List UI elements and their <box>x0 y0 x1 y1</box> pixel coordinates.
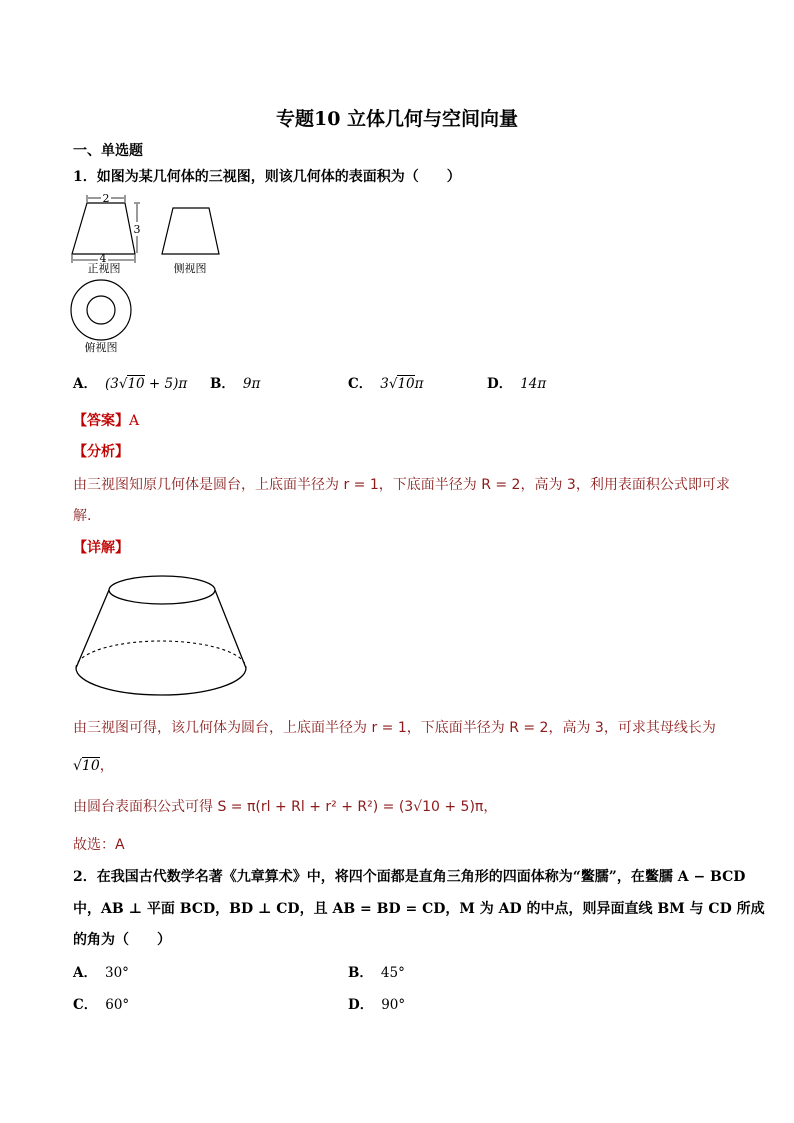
side-view-label: 侧视图 <box>173 262 207 275</box>
q1-detail-line-3: 由圆台表面积公式可得 S = π(rl + Rl + r² + R²) = (3√10 + 5)π， <box>73 799 498 815</box>
q1-answer: 【答案】A <box>73 413 140 429</box>
dim-bottom-label: 4 <box>99 252 107 265</box>
top-view-label: 俯视图 <box>84 341 118 354</box>
front-view <box>72 192 141 275</box>
question-2-stem-line-2: 中，AB ⊥ 平面 BCD，BD ⊥ CD，且 AB = BD = CD，M 为 AD 的中点，则异面直线 BM 与 CD 所成 <box>73 901 765 917</box>
dim-top-label: 2 <box>102 192 110 205</box>
dim-height-label: 3 <box>133 223 141 236</box>
page-title: 专题10 立体几何与空间向量 <box>275 108 519 130</box>
q1-option-c[interactable]: C． 3√10π <box>348 376 424 392</box>
q1-detail-tag: 【详解】 <box>73 540 129 556</box>
question-2-stem-line-1: 2．在我国古代数学名著《九章算术》中，将四个面都是直角三角形的四面体称为“鳖臑”，在鳖臑 A − BCD <box>73 869 746 885</box>
question-2-stem-line-3: 的角为（ ） <box>73 932 171 948</box>
three-view-figure <box>64 190 224 360</box>
q2-option-a[interactable]: A． 30° <box>73 965 129 981</box>
q1-detail-line-1: 由三视图可得，该几何体为圆台，上底面半径为 r = 1，下底面半径为 R = 2，高为 3，可求其母线长为 <box>73 720 716 736</box>
q1-analysis-tag: 【分析】 <box>73 444 129 460</box>
q2-option-c[interactable]: C． 60° <box>73 997 130 1013</box>
q2-option-d[interactable]: D． 90° <box>348 997 406 1013</box>
q1-detail-line-2: √10， <box>73 758 114 774</box>
q1-analysis-line-1: 由三视图知原几何体是圆台，上底面半径为 r = 1，下底面半径为 R = 2，高为 3，利用表面积公式即可求 <box>73 477 730 493</box>
q1-option-b[interactable]: B． 9π <box>210 376 261 392</box>
q1-choose: 故选：A <box>73 837 125 853</box>
q1-analysis-line-2: 解. <box>73 508 92 524</box>
top-view <box>71 280 131 354</box>
q1-option-a[interactable]: A． (3√10 + 5)π <box>73 376 188 392</box>
q2-option-b[interactable]: B． 45° <box>348 965 405 981</box>
section-heading: 一、单选题 <box>73 143 143 159</box>
question-1-stem: 1．如图为某几何体的三视图，则该几何体的表面积为（ ） <box>73 169 461 185</box>
q1-option-d[interactable]: D． 14π <box>487 376 547 392</box>
side-view <box>162 208 219 275</box>
front-view-label: 正视图 <box>87 262 121 275</box>
frustum-figure <box>70 568 250 708</box>
